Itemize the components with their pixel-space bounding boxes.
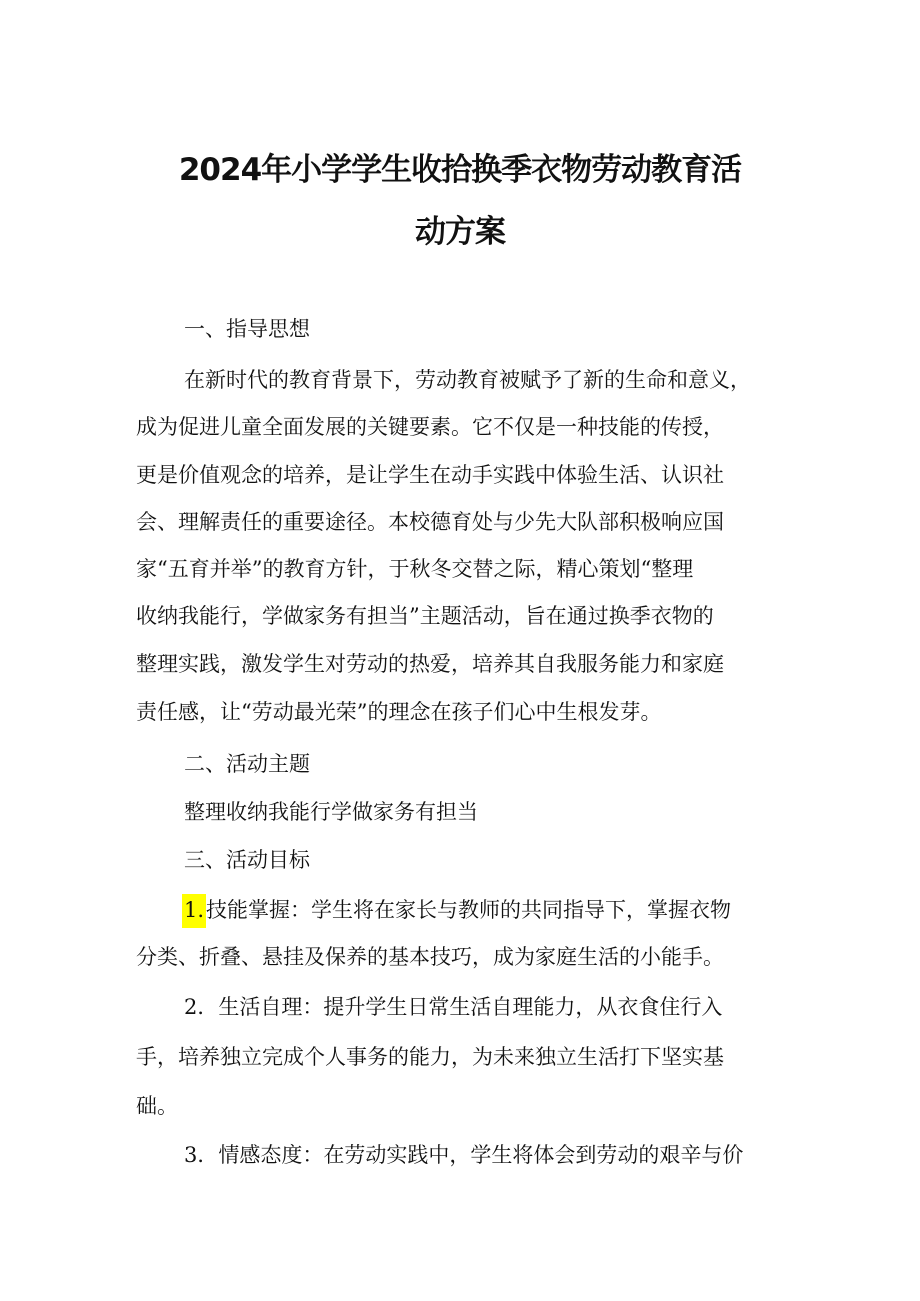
list-item-2-line-3: 础。 (136, 1094, 178, 1118)
list-item-1-line-1 (182, 895, 731, 925)
paragraph-line: 会、理解责任的重要途径。本校德育处与少先大队部积极响应国 (136, 510, 724, 534)
paragraph-line: 家“五育并举”的教育方针，于秋冬交替之际，精心策划“整理 (136, 557, 694, 581)
document-title-line-2: 动方案 (415, 214, 505, 250)
paragraph-line: 在新时代的教育背景下，劳动教育被赋予了新的生命和意义， (184, 368, 751, 392)
paragraph-line: 更是价值观念的培养，是让学生在动手实践中体验生活、认识社 (136, 463, 724, 487)
paragraph-line: 整理实践，激发学生对劳动的热爱，培养其自我服务能力和家庭 (136, 652, 724, 676)
list-item-2-line-2: 手，培养独立完成个人事务的能力，为未来独立生活打下坚实基 (136, 1045, 724, 1069)
paragraph-line: 收纳我能行，学做家务有担当”主题活动，旨在通过换季衣物的 (136, 604, 714, 628)
list-item-3-line-1: 3．情感态度：在劳动实践中，学生将体会到劳动的艰辛与价 (184, 1143, 744, 1167)
paragraph-line: 成为促进儿童全面发展的关键要素。它不仅是一种技能的传授， (136, 415, 724, 439)
list-item-1-text: 技能掌握：学生将在家长与教师的共同指导下，掌握衣物 (206, 898, 732, 922)
activity-theme-text: 整理收纳我能行学做家务有担当 (184, 800, 478, 824)
section-1-heading: 一、指导思想 (184, 317, 310, 341)
list-item-1-line-2: 分类、折叠、悬挂及保养的基本技巧，成为家庭生活的小能手。 (136, 945, 724, 969)
highlighted-list-number: 1. (182, 894, 206, 928)
paragraph-line: 责任感，让“劳动最光荣”的理念在孩子们心中生根发芽。 (136, 700, 662, 724)
section-3-heading: 三、活动目标 (184, 848, 310, 872)
document-title-line-1: 2024年小学学生收拾换季衣物劳动教育活 (178, 152, 742, 188)
section-2-heading: 二、活动主题 (184, 752, 310, 776)
list-item-2-line-1: 2．生活自理：提升学生日常生活自理能力，从衣食住行入 (184, 995, 723, 1019)
